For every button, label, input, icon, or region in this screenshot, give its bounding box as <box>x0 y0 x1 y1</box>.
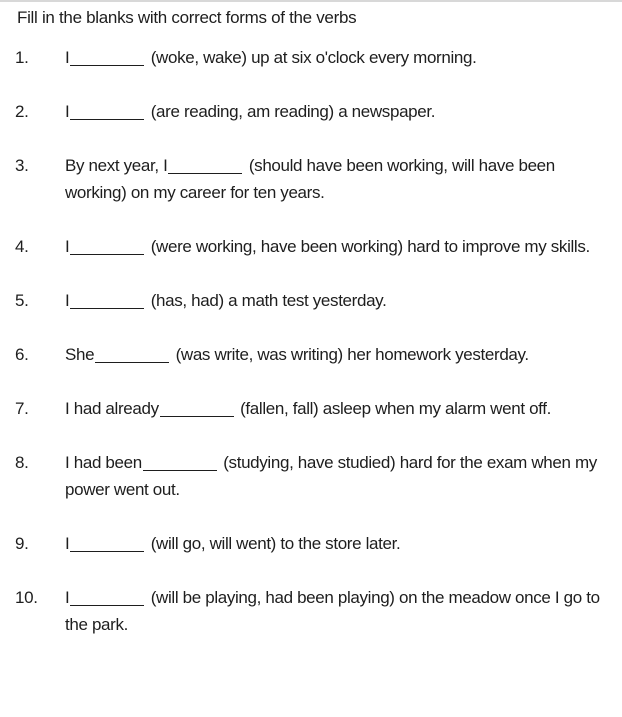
question-10 <box>14 584 612 638</box>
worksheet-title: Fill in the blanks with correct forms of the verbs <box>17 8 357 27</box>
question-text <box>65 44 612 71</box>
question-lead: She <box>65 345 95 364</box>
question-tail: (was write, was writing) her homework yesterday. <box>175 345 529 364</box>
question-number: 9. <box>15 534 29 553</box>
question-tail: (should have been working, will have been working) on my career for ten years. <box>65 156 555 202</box>
question-tail: (fallen, fall) asleep when my alarm went off. <box>240 399 551 418</box>
question-number: 5. <box>15 291 29 310</box>
answer-blank[interactable] <box>70 236 144 255</box>
question-5 <box>14 287 612 314</box>
question-text <box>65 395 612 422</box>
question-tail: (will go, will went) to the store later. <box>150 534 401 553</box>
question-6 <box>14 341 612 368</box>
question-tail: (woke, wake) up at six o'clock every morning. <box>150 48 477 67</box>
question-9 <box>14 530 612 557</box>
question-lead: I had already <box>65 399 159 418</box>
answer-blank[interactable] <box>143 452 217 471</box>
question-tail: (studying, have studied) hard for the exam when my power went out. <box>65 453 597 499</box>
answer-blank[interactable] <box>70 101 144 120</box>
question-number: 1. <box>15 48 29 67</box>
question-text <box>65 233 612 260</box>
question-lead: I <box>65 588 70 607</box>
question-7 <box>14 395 612 422</box>
answer-blank[interactable] <box>70 587 144 606</box>
answer-blank[interactable] <box>160 398 234 417</box>
question-number: 8. <box>15 453 29 472</box>
question-text <box>65 584 612 638</box>
question-text <box>65 98 612 125</box>
question-text <box>65 530 612 557</box>
question-number: 2. <box>15 102 29 121</box>
question-tail: (has, had) a math test yesterday. <box>150 291 387 310</box>
question-list <box>14 44 612 638</box>
question-tail: (will be playing, had been playing) on the meadow once I go to the park. <box>65 588 600 634</box>
question-text <box>65 449 612 503</box>
question-lead: By next year, I <box>65 156 168 175</box>
question-number: 10. <box>15 588 38 607</box>
question-tail: (were working, have been working) hard to improve my skills. <box>150 237 590 256</box>
question-4 <box>14 233 612 260</box>
answer-blank[interactable] <box>70 47 144 66</box>
question-lead: I <box>65 237 70 256</box>
question-2 <box>14 98 612 125</box>
question-lead: I <box>65 291 70 310</box>
answer-blank[interactable] <box>168 155 242 174</box>
question-text <box>65 341 612 368</box>
question-lead: I <box>65 48 70 67</box>
question-lead: I <box>65 534 70 553</box>
question-lead: I had been <box>65 453 142 472</box>
question-1 <box>14 44 612 71</box>
answer-blank[interactable] <box>95 344 169 363</box>
question-number: 4. <box>15 237 29 256</box>
question-lead: I <box>65 102 70 121</box>
question-tail: (are reading, am reading) a newspaper. <box>150 102 436 121</box>
question-8 <box>14 449 612 503</box>
question-number: 3. <box>15 156 29 175</box>
question-number: 7. <box>15 399 29 418</box>
top-divider <box>0 0 622 2</box>
question-3 <box>14 152 612 206</box>
answer-blank[interactable] <box>70 533 144 552</box>
question-number: 6. <box>15 345 29 364</box>
question-text <box>65 287 612 314</box>
answer-blank[interactable] <box>70 290 144 309</box>
question-text <box>65 152 612 206</box>
